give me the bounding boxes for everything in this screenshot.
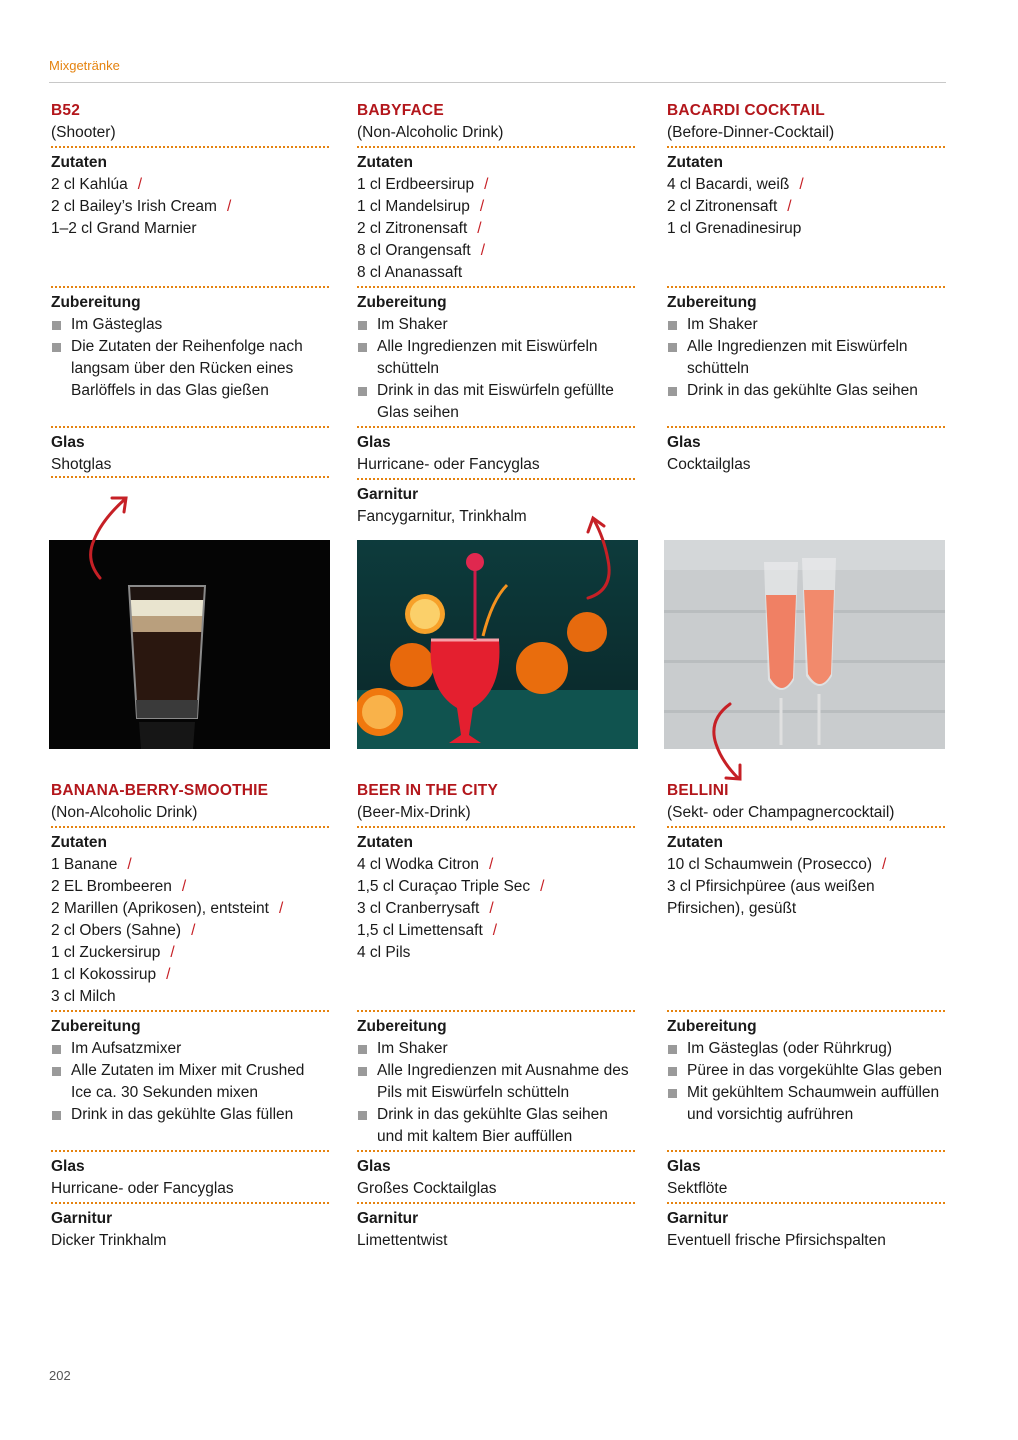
step-item: Im Shaker xyxy=(357,1038,635,1060)
glass-label: Glas xyxy=(357,434,391,451)
garnish-label: Garnitur xyxy=(357,1210,419,1227)
preparation-label: Zubereitung xyxy=(667,294,757,311)
step-item: Alle Ingredienzen mit Ausnahme des Pils mit Eiswürfeln schütteln xyxy=(357,1060,635,1104)
garnish-label: Garnitur xyxy=(357,486,419,503)
ingredient-item: 2 cl Kahlúa / xyxy=(51,176,143,193)
recipe-category: (Sekt- oder Champagnercocktail) xyxy=(667,804,895,821)
step-item: Alle Ingredienzen mit Eiswürfeln schütteln xyxy=(667,336,945,380)
recipe-category: (Non-Alcoholic Drink) xyxy=(51,804,198,821)
arrow-icon xyxy=(578,510,628,602)
ingredient-item: 2 cl Zitronensaft / xyxy=(667,198,792,215)
recipe-category: (Beer-Mix-Drink) xyxy=(357,804,471,821)
glass-value: Sektflöte xyxy=(667,1180,728,1197)
ingredient-item: 4 cl Wodka Citron / xyxy=(357,856,494,873)
step-item: Drink in das gekühlte Glas füllen xyxy=(51,1104,329,1126)
step-item: Drink in das gekühlte Glas seihen xyxy=(667,380,945,402)
recipe-title: B52 xyxy=(51,102,81,119)
recipe-title: BEER IN THE CITY xyxy=(357,782,498,799)
glass-value: Hurricane- oder Fancyglas xyxy=(357,456,540,473)
garnish-label: Garnitur xyxy=(51,1210,113,1227)
preparation-label: Zubereitung xyxy=(357,1018,447,1035)
step-item: Mit gekühltem Schaumwein auffüllen und vorsichtig aufrühren xyxy=(667,1082,945,1126)
step-item: Püree in das vorgekühlte Glas geben xyxy=(667,1060,945,1082)
ingredients-label: Zutaten xyxy=(51,154,107,171)
garnish-value: Dicker Trinkhalm xyxy=(51,1232,167,1249)
section-title: Mixgetränke xyxy=(49,58,120,73)
page-number: 202 xyxy=(49,1368,71,1383)
ingredients-label: Zutaten xyxy=(667,834,723,851)
ingredient-item: 3 cl Pfirsichpüree (aus weißen Pfirsichen), gesüßt xyxy=(667,878,875,917)
recipe-title: BELLINI xyxy=(667,782,729,799)
glass-label: Glas xyxy=(667,434,701,451)
step-item: Im Gästeglas (oder Rührkrug) xyxy=(667,1038,945,1060)
garnish-value: Limettentwist xyxy=(357,1232,448,1249)
glass-value: Hurricane- oder Fancyglas xyxy=(51,1180,234,1197)
step-item: Im Gästeglas xyxy=(51,314,329,336)
ingredient-item: 1,5 cl Curaçao Triple Sec / xyxy=(357,878,545,895)
garnish-value: Eventuell frische Pfirsichspalten xyxy=(667,1232,886,1249)
step-item: Im Shaker xyxy=(357,314,635,336)
ingredient-item: 1 cl Grenadinesirup xyxy=(667,220,802,237)
step-item: Die Zutaten der Reihenfolge nach langsam über den Rücken eines Barlöffels in das Glas gießen xyxy=(51,336,329,402)
step-item: Alle Zutaten im Mixer mit Crushed Ice ca. 30 Sekunden mixen xyxy=(51,1060,329,1104)
glass-label: Glas xyxy=(667,1158,701,1175)
ingredients-label: Zutaten xyxy=(51,834,107,851)
recipe-babyface xyxy=(357,100,635,528)
glass-label: Glas xyxy=(357,1158,391,1175)
ingredient-item: 1,5 cl Limettensaft / xyxy=(357,922,498,939)
ingredient-item: 2 cl Bailey’s Irish Cream / xyxy=(51,198,232,215)
recipe-b52 xyxy=(51,100,329,478)
ingredient-item: 1 cl Kokossirup / xyxy=(51,966,171,983)
ingredient-item: 2 cl Obers (Sahne) / xyxy=(51,922,196,939)
recipe-bacardi-cocktail xyxy=(667,100,945,476)
preparation-label: Zubereitung xyxy=(667,1018,757,1035)
glass-value: Großes Cocktailglas xyxy=(357,1180,497,1197)
recipe-category: (Non-Alcoholic Drink) xyxy=(357,124,504,141)
garnish-label: Garnitur xyxy=(667,1210,729,1227)
glass-value: Shotglas xyxy=(51,456,112,473)
ingredient-item: 1 Banane / xyxy=(51,856,132,873)
glass-label: Glas xyxy=(51,1158,85,1175)
ingredient-item: 1 cl Erdbeersirup / xyxy=(357,176,489,193)
step-item: Drink in das gekühlte Glas seihen und mit kaltem Bier auffüllen xyxy=(357,1104,635,1148)
ingredient-item: 3 cl Milch xyxy=(51,988,116,1005)
arrow-icon xyxy=(80,490,140,582)
ingredients-label: Zutaten xyxy=(357,834,413,851)
ingredient-item: 1 cl Mandelsirup / xyxy=(357,198,485,215)
ingredient-item: 4 cl Pils xyxy=(357,944,411,961)
ingredients-label: Zutaten xyxy=(357,154,413,171)
preparation-label: Zubereitung xyxy=(51,294,141,311)
garnish-value: Fancygarnitur, Trinkhalm xyxy=(357,508,527,525)
ingredient-item: 3 cl Cranberrysaft / xyxy=(357,900,494,917)
step-item: Drink in das mit Eiswürfeln gefüllte Glas seihen xyxy=(357,380,635,424)
ingredient-item: 2 Marillen (Aprikosen), entsteint / xyxy=(51,900,284,917)
recipe-category: (Before-Dinner-Cocktail) xyxy=(667,124,835,141)
ingredient-item: 1–2 cl Grand Marnier xyxy=(51,220,197,237)
recipe-banana-berry-smoothie xyxy=(51,780,329,1252)
glass-value: Cocktailglas xyxy=(667,456,751,473)
ingredients-label: Zutaten xyxy=(667,154,723,171)
ingredient-item: 2 EL Brombeeren / xyxy=(51,878,187,895)
preparation-label: Zubereitung xyxy=(357,294,447,311)
recipe-category: (Shooter) xyxy=(51,124,116,141)
recipe-beer-in-the-city xyxy=(357,780,635,1252)
recipe-title: BACARDI COCKTAIL xyxy=(667,102,825,119)
glass-label: Glas xyxy=(51,434,85,451)
recipe-title: BABYFACE xyxy=(357,102,444,119)
ingredient-item: 4 cl Bacardi, weiß / xyxy=(667,176,804,193)
step-item: Im Shaker xyxy=(667,314,945,336)
ingredient-item: 2 cl Zitronensaft / xyxy=(357,220,482,237)
step-item: Im Aufsatzmixer xyxy=(51,1038,329,1060)
preparation-label: Zubereitung xyxy=(51,1018,141,1035)
recipe-title: BANANA-BERRY-SMOOTHIE xyxy=(51,782,269,799)
ingredient-item: 10 cl Schaumwein (Prosecco) / xyxy=(667,856,887,873)
ingredient-item: 1 cl Zuckersirup / xyxy=(51,944,175,961)
arrow-icon xyxy=(702,700,752,784)
ingredient-item: 8 cl Orangensaft / xyxy=(357,242,486,259)
top-divider xyxy=(49,82,946,83)
recipe-bellini xyxy=(667,780,945,1252)
step-item: Alle Ingredienzen mit Eiswürfeln schütteln xyxy=(357,336,635,380)
ingredient-item: 8 cl Ananassaft xyxy=(357,264,463,281)
